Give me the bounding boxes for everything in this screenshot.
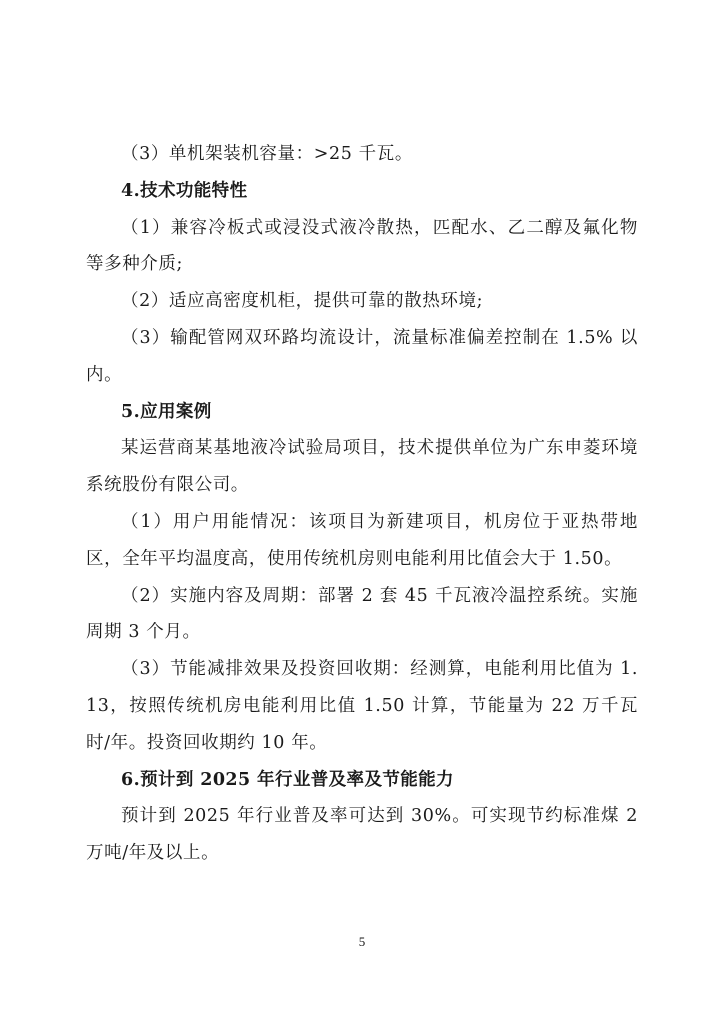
- paragraph-case-2: （2）实施内容及周期：部署 2 套 45 千瓦液冷温控系统。实施周期 3 个月。: [86, 585, 638, 643]
- paragraph-case-1: （1）用户用能情况：该项目为新建项目，机房位于亚热带地区，全年平均温度高，使用传统机房则电能利用比值会大于 1.50。: [86, 511, 638, 569]
- paragraph-case-intro: 某运营商某基地液冷试验局项目，技术提供单位为广东申菱环境系统股份有限公司。: [86, 438, 638, 496]
- section-heading-forecast: 6.预计到 2025 年行业普及率及节能能力: [121, 769, 454, 790]
- paragraph-case-3: （3）节能减排效果及投资回收期：经测算，电能利用比值为 1.13，按照传统机房电能利用比值 1.50 计算，节能量为 22 万千瓦时/年。投资回收期约 10 年。: [86, 659, 638, 753]
- page-number: 5: [358, 934, 366, 949]
- document-body: [86, 136, 638, 872]
- paragraph-feature-1: （1）兼容冷板式或浸没式液冷散热，匹配水、乙二醇及氟化物等多种介质;: [86, 217, 638, 275]
- paragraph-rack-capacity: （3）单机架装机容量：>25 千瓦。: [121, 144, 413, 164]
- paragraph-feature-3: （3）输配管网双环路均流设计，流量标准偏差控制在 1.5% 以内。: [86, 327, 638, 385]
- paragraph-feature-2: （2）适应高密度机柜，提供可靠的散热环境;: [121, 291, 484, 312]
- section-heading-case: 5.应用案例: [121, 401, 212, 422]
- section-heading-features: 4.技术功能特性: [121, 180, 248, 201]
- paragraph-forecast: 预计到 2025 年行业普及率可达到 30%。可实现节约标准煤 2 万吨/年及以上。: [86, 806, 638, 864]
